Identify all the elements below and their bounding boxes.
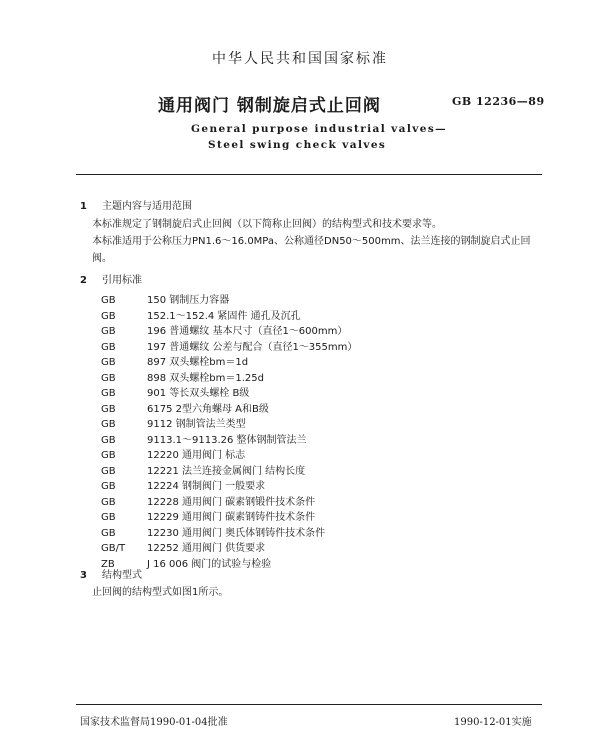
reference-text: J 16 006 阀门的试验与检验 [147,558,272,570]
section-number: 3 [80,570,87,581]
section-title: 引用标准 [102,275,142,286]
english-title-line-2: Steel swing check valves [208,139,387,151]
reference-item [101,479,357,495]
reference-item [101,386,357,402]
reference-text: 12230 通用阀门 奥氏体钢铸件技术条件 [147,527,326,539]
reference-text: 196 普通螺纹 基本尺寸（直径1～600mm） [147,326,348,337]
reference-item [101,355,357,371]
reference-item [101,495,357,511]
reference-text: 6175 2型六角螺母 A和B级 [147,403,269,415]
reference-prefix: GB [101,403,116,415]
reference-item [101,433,357,449]
reference-prefix: GB [101,419,116,430]
reference-item [101,510,357,526]
reference-text: 12224 钢制阀门 一般要求 [147,481,266,492]
reference-prefix: GB [101,388,116,399]
reference-item [101,309,357,325]
section-3-paragraph: 止回阀的结构型式如图1所示。 [92,587,229,598]
reference-item [101,464,357,480]
reference-item [101,340,357,356]
reference-item [101,526,357,542]
reference-item [101,402,357,418]
implementation-date: 1990-12-01实施 [454,717,532,728]
reference-text: 898 双头螺栓bm＝1.25d [147,372,264,384]
reference-prefix: GB [101,310,116,322]
reference-prefix: GB [101,434,116,446]
reference-text: 9113.1～9113.26 整体钢制管法兰 [147,434,307,446]
reference-item [101,541,357,557]
reference-prefix: GB [101,465,116,477]
reference-prefix: GB [101,341,116,353]
section-1-paragraph-2: 本标准适用于公称压力PN1.6～16.0MPa、公称通径DN50～500mm、法兰连接的钢制旋启式止回阀。 [92,236,531,264]
approval-date: 国家技术监督局1990-01-04批准 [80,717,228,728]
reference-prefix: GB [101,295,116,306]
reference-text: 9112 钢制管法兰类型 [147,419,246,430]
section-3-heading [80,566,142,581]
reference-prefix: GB [101,496,116,508]
section-title: 结构型式 [102,570,142,581]
english-title-line-1: General purpose industrial valves— [191,123,448,135]
reference-text: 12228 通用阀门 碳素钢锻件技术条件 [147,496,316,508]
national-standard-heading: 中华人民共和国国家标准 [212,51,388,67]
reference-prefix: GB [101,357,116,368]
reference-prefix: GB [101,527,116,539]
reference-item [101,417,357,433]
section-1-heading [80,197,192,212]
reference-text: 152.1～152.4 紧固件 通孔及沉孔 [147,310,301,322]
section-number: 2 [80,275,87,286]
reference-text: 12252 通用阀门 供货要求 [147,543,266,554]
reference-prefix: GB/T [101,543,126,554]
reference-text: 150 钢制压力容器 [147,295,230,306]
section-1-paragraph-1: 本标准规定了钢制旋启式止回阀（以下简称止回阀）的结构型式和技术要求等。 [92,219,442,230]
standard-code: GB 12236—89 [452,95,545,108]
reference-text: 197 普通螺纹 公差与配合（直径1～355mm） [147,341,358,353]
reference-prefix: GB [101,481,116,492]
section-title: 主题内容与适用范围 [102,201,192,212]
reference-prefix: GB [101,512,116,523]
reference-text: 901 等长双头螺栓 B级 [147,388,250,399]
reference-text: 12220 通用阀门 标志 [147,450,246,461]
document-title: 通用阀门 钢制旋启式止回阀 [158,96,381,116]
reference-prefix: ZB [101,558,115,570]
section-2-heading [80,271,142,286]
reference-item [101,293,357,309]
reference-item [101,371,357,387]
reference-prefix: GB [101,326,116,337]
reference-text: 12221 法兰连接金属阀门 结构长度 [147,465,306,477]
section-number: 1 [80,201,87,212]
reference-prefix: GB [101,372,116,384]
reference-prefix: GB [101,450,116,461]
reference-text: 897 双头螺栓bm＝1d [147,357,249,368]
referenced-standards-list [101,293,357,572]
reference-item [101,324,357,340]
reference-text: 12229 通用阀门 碳素钢铸件技术条件 [147,512,316,523]
reference-item [101,448,357,464]
header-divider [76,174,542,175]
footer-divider [76,704,542,705]
